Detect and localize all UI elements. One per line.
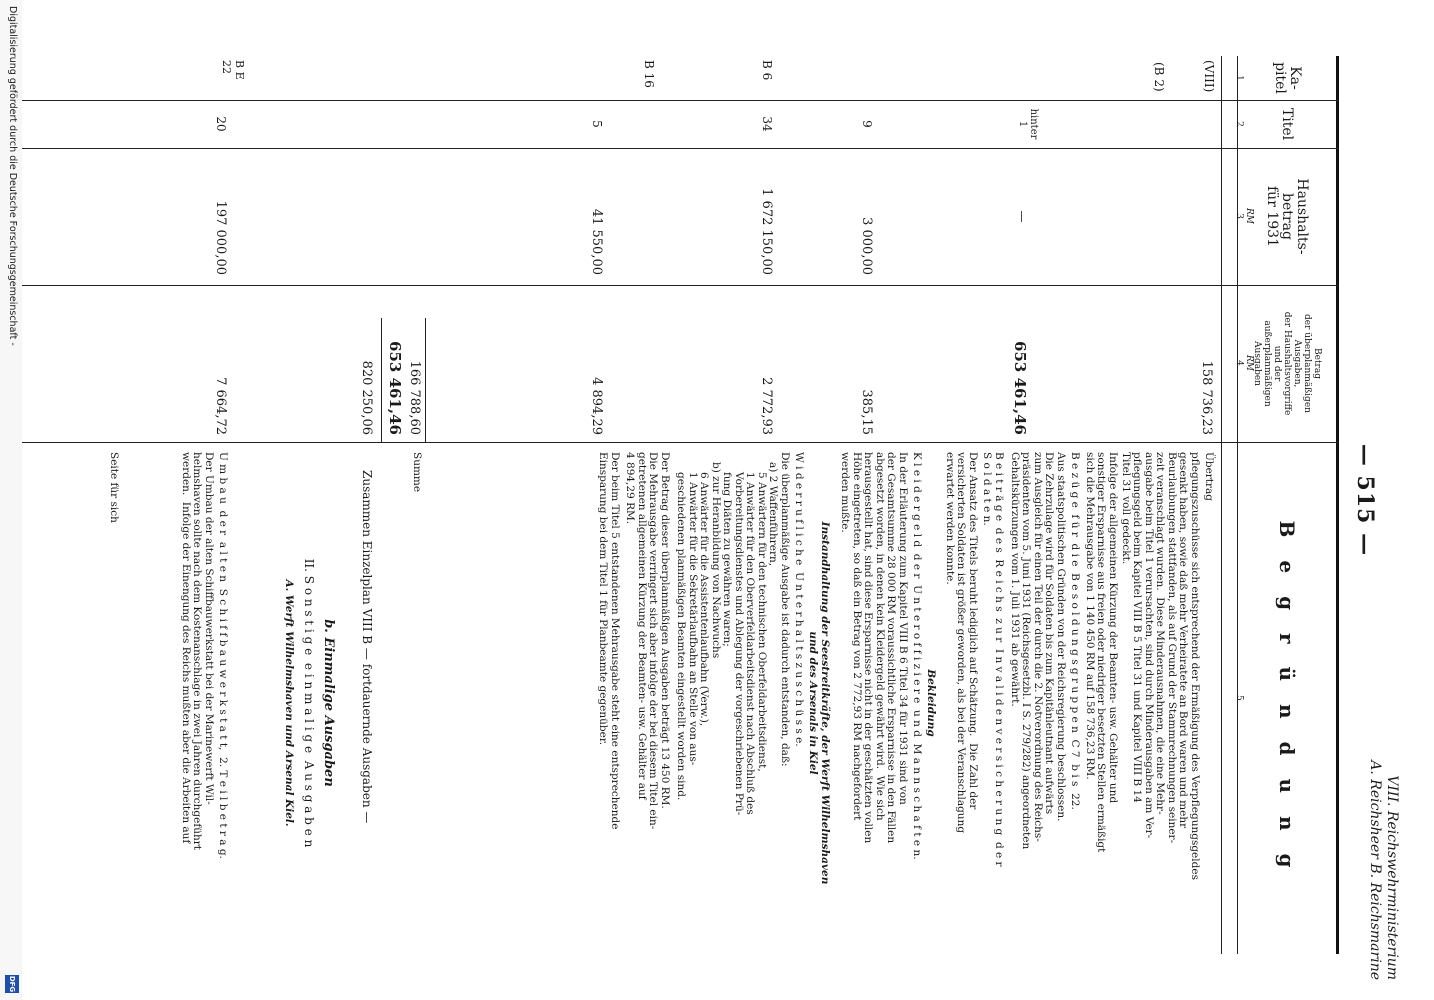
paragraph: K l e i d e r g e l d d e r U n t e r o f f i z i e r e u n d M a n n s c h a f t e n. (911, 452, 923, 860)
row-kapitel: B E 22 (220, 60, 246, 80)
row-haushalt: 1 672 150,00 (759, 188, 774, 275)
paragraph: Der Betrag dieser überplanmäßigen Ausgaben beträgt 13 450 RM. Die Mehrausgabe verringert sich aber infolge der bei diesem Titel ein- getretenen allgemeinen Kürzung der Beamten- usw. Gehälter auf 4 894,29 RM. (624, 452, 671, 830)
header-kapitel: Ka- pitel (1272, 62, 1303, 94)
digitization-note: Digitalisierung gefördert durch die Deutsche Forschungsgemeinschaft - (7, 6, 18, 346)
digitization-footer (0, 0, 22, 1000)
column-divider (9, 442, 1339, 443)
header-titel: Titel (1279, 107, 1296, 141)
row-betrag: 653 461,46 (1011, 341, 1029, 435)
row-titel: 34 (760, 116, 774, 132)
paragraph: Aus staatspolitischen Gründen von der Reichsregierung beschlossen. Die Zehrzulage wird für Soldaten bis zum Kapitänleutnant aufwärts zum Ausgleich für einen Teil der durch die 2. Notverordnung des Reichs- präsidenten vom 5. Juni 1931 (Reichsgesetzbl. I S. 279/282) angeordneten Gehaltskürzungen vom 1. Juli 1931 ab gewährt. (1009, 452, 1067, 850)
row-kapitel: B 16 (642, 60, 656, 88)
row-haushalt: 41 550,00 (589, 208, 604, 275)
paragraph: In der Erläuterung zum Kapitel VIII B 6 Titel 34 für 1931 sind von der Gesamtsumme 28 000 RM voraussichtliche Ersparnisse in den Fällen abgesetzt worden, in denen kein Kleidergeld gewährt wird. Wie sich herausgestellt hat, sind diese Ersparnisse nicht in der geschätzten vollen Höhe eingetreten, so daß ein Betrag von 2 772,93 RM nachgefordert werden mußte. (839, 452, 909, 844)
row-haushalt: 3 000,00 (859, 217, 874, 275)
column-number-3: 3 (1234, 213, 1244, 219)
sum-rule (425, 318, 426, 442)
sum-amount: 653 461,46 (386, 341, 404, 435)
summe-label: Summe (411, 452, 423, 493)
row-titel: 9 (860, 120, 874, 128)
unit-haushalt: RM (1244, 208, 1254, 224)
row-kapitel: (VIII) (1202, 60, 1216, 93)
sum-amount: 166 788,60 (407, 360, 422, 435)
paragraph: Der Ansatz des Titels beruht lediglich auf Schätzung. Die Zahl der versicherten Soldaten ist größer geworden, als bei der Veranschlagung erwartet werden konnte. (944, 452, 979, 834)
section-heading: Bekleidung (925, 669, 937, 737)
unit-betrag: RM (1244, 355, 1254, 371)
column-number-4: 4 (1234, 360, 1244, 366)
paragraph: B e z ü g e f ü r d i e B e s o l d u n g s g r u p p e n C 7 b i s 22. (1069, 452, 1081, 810)
row-titel: hinter 1 (1017, 108, 1039, 140)
paragraph: B e i t r ä g e d e s R e i c h s z u r I n v a l i d e n v e r s i c h e r u n g d e r S o l d a t e n. (981, 452, 1005, 867)
row-titel: 20 (214, 116, 228, 132)
column-divider (9, 148, 1339, 149)
row-haushalt: — (1015, 210, 1029, 223)
ministry-heading (1366, 680, 1400, 980)
row-betrag: 158 736,23 (1199, 360, 1214, 435)
paragraph: pflegungszuschüsse sich entsprechend der Ermäßigung des Verpflegungsgeldes gesenkt haben, sowie daß mehr Verheiratete an Bord waren und mehr Beurlaubungen stattfanden, als auf Grund der Stammrechnungen seiner- zeit veranschlagt wurden. Diese Minderausnahmen, die eine Mehr- ausgabe beim Titel 1 verursachten, sind durch Minderausgaben am Ver- pflegungsgeld beim Kapitel VIII B 5 Titel 31 und Kapitel VIII B 14 Titel 31 voll gedeckt. (1120, 452, 1201, 880)
total-amount: 820 250,06 (359, 360, 374, 435)
row-titel: 5 (590, 120, 604, 128)
row-kapitel: B 6 (760, 60, 774, 81)
paragraph: Der Umbau der alten Schiffbauwerkstatt bei der Marinewerft Wil- helmshaven sollte nach dem Kostenanschlage in zwei Jahren durchgeführt werden. Infolge der Einengung des Reichs mußten aber die Arbeiten auf (180, 452, 215, 850)
dfg-logo: DFG (5, 975, 19, 993)
paragraph: Infolge der allgemeinen Kürzung der Beamten- usw. Gehälter und sonstiger Ersparnisse aus freien oder niedriger besetzten Stellen ermäßigt sich die Mehrausgabe von 1 140 450 RM auf 158 736,23 RM. (1084, 452, 1119, 853)
header-begruendung: B e g r ü n d u n g (1275, 520, 1300, 876)
row-betrag: 7 664,72 (213, 377, 228, 435)
row-betrag: 4 894,29 (589, 377, 604, 435)
column-number-2: 2 (1234, 121, 1244, 127)
total-label: Zusammen Einzelplan VIII B — fortdauernde Ausgaben — (360, 470, 374, 824)
paragraph: U m b a u d e r a l t e n S c h i f f b a u w e r k s t a t t, 2. T e i l b e t r a g. (217, 452, 229, 859)
paragraph: W i d e r r u f l i c h e U n t e r h a l t s z u s c h ü s s e. (793, 452, 805, 747)
row-betrag: 385,15 (859, 389, 874, 435)
header-betrag: Betrag der überplanmäßigen Ausgaben, der Haushaltsvorgriffe und der außerplanmäßigen Ausgaben (1252, 311, 1322, 416)
paragraph: Der beim Titel 5 entstandenen Mehrausgabe steht eine entsprechende Einsparung bei dem Titel 1 für Planbeamte gegenüber. (597, 452, 621, 830)
column-number-1: 1 (1234, 75, 1244, 81)
uebertrag-label: Übertrag (1203, 452, 1215, 502)
column-number-5: 5 (1234, 695, 1244, 701)
section-heading: b. Einmalige Ausgaben (321, 619, 336, 787)
row-haushalt: 197 000,00 (213, 200, 228, 275)
paragraph: Die überplanmäßige Ausgabe ist dadurch entstanden, daß: a) 2 Waffenführern, 5 Anwärtern für den technischen Oberfeldarbeitsdienst, 1 Anwärter für den Oberverfeldarbeitsdienst nach Abschluß des Vorbereitungsdienstes und Ablegung der vorgeschriebenen Prü- fung Diäten zu gewähren waren; b) zur Heranbildung von Nachwuchs 6 Anwärter für die Assistentenlaufbahn (Verw.), 1 Anwärter für die Sekretärlaufbahn an Stelle von aus- geschiedenen planmäßigen Beamten eingestellt worden sind. (675, 452, 791, 816)
section-heading: II. S o n s t i g e e i n m a l i g e A u s g a b e n (302, 558, 316, 848)
row-betrag: 2 772,93 (759, 377, 774, 435)
header-haushaltsbetrag: Haushalts- betrag für 1931 (1264, 178, 1311, 255)
column-divider (9, 100, 1339, 101)
row-kapitel: (B 2) (1152, 62, 1166, 92)
seite-fuer-sich-label: Seite für sich (108, 452, 120, 523)
section-heading: A. Werft Wilhelmshaven und Arsenal Kiel. (283, 579, 295, 827)
section-heading: Instandhaltung der Seestreitkräfte, der Werft Wilhelmshaven und des Arsenals in Kiel (807, 521, 831, 885)
page-number: — 515 — (1352, 443, 1378, 557)
header-number-divider (1221, 56, 1222, 954)
sum-rule (381, 318, 382, 442)
column-divider (9, 285, 1339, 286)
ministry-line-1: VIII. Reichswehrministerium (1384, 775, 1400, 980)
ministry-line-2: A. Reichsheer B. Reichsmarine (1367, 760, 1383, 980)
